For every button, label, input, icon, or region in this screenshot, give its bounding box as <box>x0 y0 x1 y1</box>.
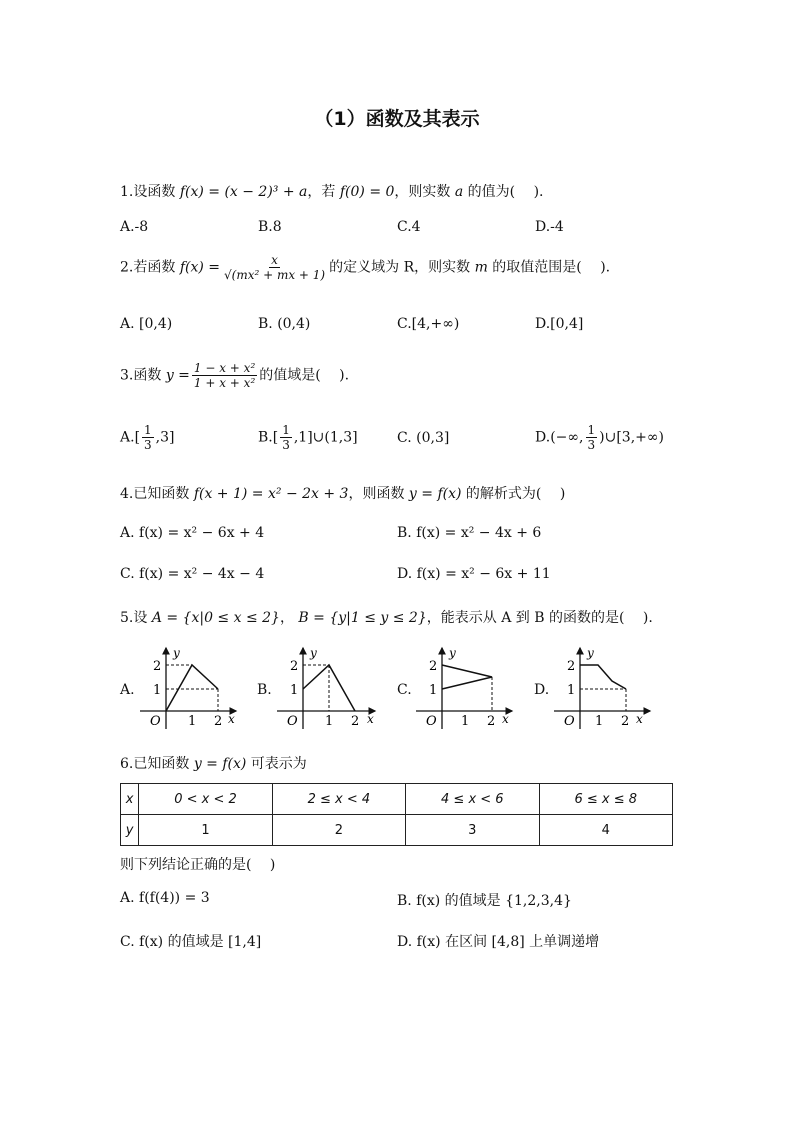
q5-graph-d[interactable] <box>550 643 658 731</box>
q6-option-d[interactable]: D. f(x) 在区间 [4,8] 上单调递增 <box>397 934 600 950</box>
q4-text: 的解析式为( ) <box>461 486 566 502</box>
table-cell: 0 < x < 2 <box>139 784 272 815</box>
q6-text: 可表示为 <box>246 756 307 772</box>
question-2 <box>120 253 610 282</box>
q5-set-a: A = {x|0 ≤ x ≤ 2} <box>151 610 280 626</box>
table-cell: 2 <box>272 815 405 846</box>
table-cell: 3 <box>406 815 539 846</box>
q6-option-c[interactable]: C. f(x) 的值域是 [1,4] <box>120 934 262 950</box>
q5-set-b: B = {y|1 ≤ y ≤ 2} <box>298 610 427 626</box>
svg-text:x: x <box>636 712 643 726</box>
question-6 <box>120 753 307 773</box>
q1-option-a[interactable]: A.-8 <box>120 219 149 235</box>
svg-text:x: x <box>228 712 235 726</box>
q4-formula: f(x + 1) = x² − 2x + 3 <box>193 486 349 502</box>
page-title: （1）函数及其表示 <box>314 108 480 130</box>
svg-text:2: 2 <box>214 714 223 729</box>
q5-graph-b[interactable] <box>273 643 383 731</box>
q6-formula: y = f(x) <box>193 756 247 772</box>
svg-text:O: O <box>287 714 298 729</box>
q1-variable: a <box>454 184 464 200</box>
q5-text: ，能表示从 A 到 B 的函数的是( ). <box>426 610 653 626</box>
svg-text:x: x <box>367 712 374 726</box>
question-4 <box>120 483 565 503</box>
q3-fraction: $\frac{\text{1 − x + x²}}{\text{1 + x + x²}}$ <box>193 361 256 390</box>
svg-text:2: 2 <box>153 659 162 674</box>
svg-text:y: y <box>310 646 317 660</box>
q5-option-b[interactable]: B. <box>257 682 272 698</box>
q1-option-b[interactable]: B.8 <box>258 219 282 235</box>
table-row <box>121 784 673 815</box>
svg-text:2: 2 <box>429 659 438 674</box>
q1-formula: f(x) = (x − 2)³ + a <box>179 184 308 200</box>
q2-fraction: $\frac{x}{\text{√(mx² + mx + 1)}}$ <box>224 253 326 282</box>
svg-text:2: 2 <box>567 659 576 674</box>
table-cell: x <box>121 784 139 815</box>
q5-option-c[interactable]: C. <box>397 682 412 698</box>
q4-option-d[interactable]: D. f(x) = x² − 6x + 11 <box>397 566 551 582</box>
question-1 <box>120 181 544 201</box>
q5-option-d[interactable]: D. <box>534 682 550 698</box>
q2-text: 的取值范围是( ). <box>487 259 611 276</box>
svg-text:O: O <box>150 714 161 729</box>
q5-text: 5.设 <box>120 610 152 626</box>
svg-text:2: 2 <box>351 714 360 729</box>
q2-option-d[interactable]: D.[0,4] <box>535 316 584 332</box>
svg-text:y: y <box>173 646 180 660</box>
q4-text: ，则函数 <box>348 486 409 502</box>
q2-option-c[interactable]: C.[4,+∞) <box>397 316 460 332</box>
table-cell: 1 <box>139 815 272 846</box>
svg-text:2: 2 <box>290 659 299 674</box>
q2-option-a[interactable]: A. [0,4) <box>120 316 173 332</box>
q2-option-b[interactable]: B. (0,4) <box>258 316 311 332</box>
q5-graph-a[interactable] <box>136 643 244 731</box>
q1-text: ，则实数 <box>394 184 455 200</box>
q5-text: ， <box>279 610 299 626</box>
q3-text: 的值域是( ). <box>259 367 350 384</box>
table-row <box>121 815 673 846</box>
q3-option-d[interactable]: D.(−∞, $\frac{1}{3}$ )∪[3,+∞) <box>535 423 665 452</box>
table-cell: y <box>121 815 139 846</box>
question-3 <box>120 361 349 390</box>
svg-text:O: O <box>426 714 437 729</box>
svg-text:y: y <box>449 646 456 660</box>
q1-text: 1.设函数 <box>120 184 180 200</box>
table-cell: 6 ≤ x ≤ 8 <box>539 784 672 815</box>
q4-option-c[interactable]: C. f(x) = x² − 4x − 4 <box>120 566 265 582</box>
table-cell: 2 ≤ x < 4 <box>272 784 405 815</box>
q4-text: 4.已知函数 <box>120 486 194 502</box>
svg-text:1: 1 <box>188 714 197 729</box>
q1-option-d[interactable]: D.-4 <box>535 219 564 235</box>
q1-text: ，若 <box>307 184 340 200</box>
q6-option-b[interactable]: B. f(x) 的值域是 {1,2,3,4} <box>397 893 572 909</box>
q4-formula: y = f(x) <box>408 486 462 502</box>
q4-option-a[interactable]: A. f(x) = x² − 6x + 4 <box>120 525 265 541</box>
svg-text:1: 1 <box>595 714 604 729</box>
svg-text:2: 2 <box>487 714 496 729</box>
q1-condition: f(0) = 0 <box>339 184 395 200</box>
table-cell: 4 <box>539 815 672 846</box>
q1-text: 的值为( ). <box>463 184 544 200</box>
q3-option-b[interactable]: B.[ $\frac{1}{3}$ ,1]∪(1,3] <box>258 423 358 452</box>
question-5 <box>120 607 653 627</box>
svg-text:y: y <box>587 646 594 660</box>
q3-text: 3.函数 <box>120 367 166 384</box>
svg-text:O: O <box>564 714 575 729</box>
svg-text:1: 1 <box>429 683 438 698</box>
svg-text:1: 1 <box>461 714 470 729</box>
q3-option-a[interactable]: A.[ $\frac{1}{3}$ ,3] <box>120 423 175 452</box>
q2-text: 的定义域为 R，则实数 <box>329 259 475 276</box>
q6-prompt: 则下列结论正确的是( ) <box>120 857 276 873</box>
q4-option-b[interactable]: B. f(x) = x² − 4x + 6 <box>397 525 542 541</box>
q6-table <box>120 783 673 846</box>
q2-variable: m <box>474 259 488 276</box>
q2-text: 2.若函数 <box>120 259 180 276</box>
q2-lhs: f(x) = <box>179 259 220 276</box>
table-cell: 4 ≤ x < 6 <box>406 784 539 815</box>
svg-text:1: 1 <box>153 683 162 698</box>
q3-lhs: y = <box>165 367 190 384</box>
svg-text:1: 1 <box>290 683 299 698</box>
q1-option-c[interactable]: C.4 <box>397 219 421 235</box>
svg-text:2: 2 <box>621 714 630 729</box>
svg-text:1: 1 <box>567 683 576 698</box>
svg-text:x: x <box>502 712 509 726</box>
q5-graph-c[interactable] <box>412 643 520 731</box>
q5-option-a[interactable]: A. <box>120 682 135 698</box>
svg-text:1: 1 <box>325 714 334 729</box>
q6-option-a[interactable]: A. f(f(4)) = 3 <box>120 890 210 906</box>
q3-option-c[interactable]: C. (0,3] <box>397 430 450 446</box>
q6-text: 6.已知函数 <box>120 756 194 772</box>
